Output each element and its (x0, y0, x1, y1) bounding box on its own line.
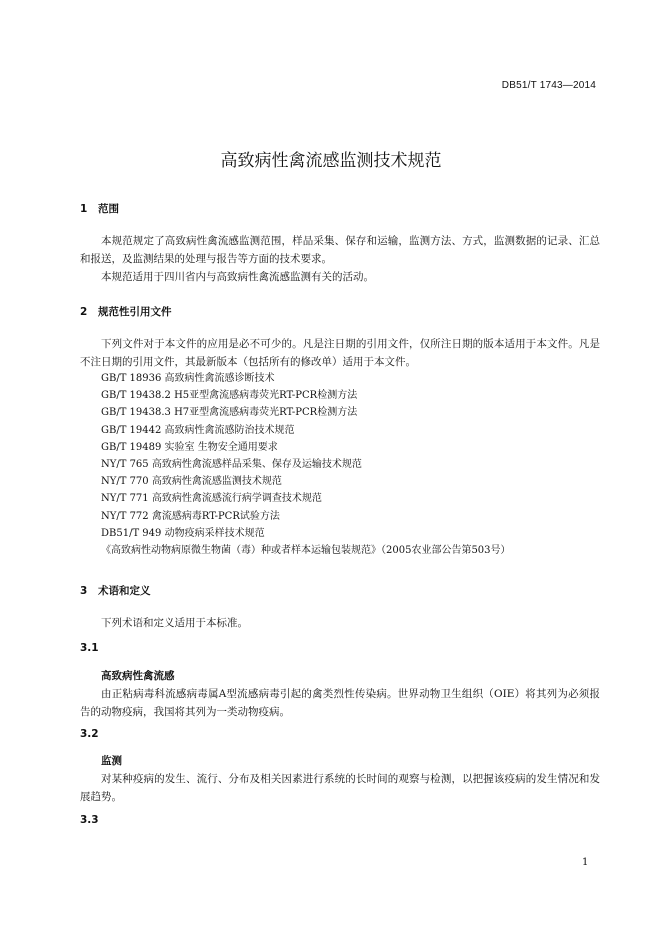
reference-item: NY/T 772 禽流感病毒RT-PCR试验方法 (101, 510, 280, 522)
reference-item: GB/T 19438.3 H7亚型禽流感病毒荧光RT-PCR检测方法 (101, 407, 358, 419)
section-number: 3 (80, 585, 88, 597)
standard-code: DB51/T 1743—2014 (501, 80, 596, 91)
section-number: 2 (80, 306, 88, 318)
reference-item: GB/T 19442 高致病性禽流感防治技术规范 (101, 424, 295, 436)
section-title: 规范性引用文件 (98, 306, 172, 318)
section-2-heading (80, 304, 172, 319)
section-title: 术语和定义 (98, 585, 151, 597)
reference-item: GB/T 18936 高致病性禽流感诊断技术 (101, 373, 275, 384)
definition-3-1: 由正粘病毒科流感病毒属A型流感病毒引起的禽类烈性传染病。世界动物卫生组织（OIE）将其列为必须报告的动物疫病，我国将其列为一类动物疫病。 (80, 688, 600, 718)
reference-item: DB51/T 949 动物疫病采样技术规范 (101, 527, 265, 539)
reference-item: NY/T 771 高致病性禽流感流行病学调查技术规范 (101, 493, 322, 505)
document-title: 高致病性禽流感监测技术规范 (220, 151, 442, 171)
reference-item: NY/T 765 高致病性禽流感样品采集、保存及运输技术规范 (101, 459, 362, 471)
section-1-paragraph-2: 本规范适用于四川省内与高致病性禽流感监测有关的活动。 (101, 271, 374, 283)
section-title: 范围 (98, 203, 119, 215)
reference-list (101, 370, 511, 559)
term-3-1: 高致病性禽流感 (101, 670, 175, 682)
clause-3-2-number: 3.2 (80, 728, 99, 740)
definition-3-2: 对某种疫病的发生、流行、分布及相关因素进行系统的长时间的观察与检测，以把握该疫病的发生情况和发展趋势。 (80, 773, 600, 803)
reference-item: NY/T 770 高致病性禽流感监测技术规范 (101, 476, 282, 488)
section-3-paragraph-1: 下列术语和定义适用于本标准。 (101, 617, 248, 629)
section-1-heading (80, 201, 119, 216)
section-2-paragraph-1: 下列文件对于本文件的应用是必不可少的。凡是注日期的引用文件，仅所注日期的版本适用于本文件。凡是不注日期的引用文件，其最新版本（包括所有的修改单）适用于本文件。 (80, 338, 600, 368)
reference-item: 《高致病性动物病原微生物菌（毒）种或者样本运输包装规范》（2005农业部公告第503号） (101, 545, 511, 557)
section-number: 1 (80, 203, 88, 215)
clause-3-1-number: 3.1 (80, 642, 99, 654)
clause-3-3-number: 3.3 (80, 814, 99, 826)
reference-item: GB/T 19489 实验室 生物安全通用要求 (101, 441, 278, 453)
term-3-2: 监测 (101, 755, 122, 767)
section-3-heading (80, 583, 151, 598)
page-number: 1 (582, 857, 589, 868)
reference-item: GB/T 19438.2 H5亚型禽流感病毒荧光RT-PCR检测方法 (101, 390, 358, 402)
section-1-paragraph-1: 本规范规定了高致病性禽流感监测范围，样品采集、保存和运输，监测方法、方式，监测数据的记录、汇总和报送，及监测结果的处理与报告等方面的技术要求。 (80, 235, 600, 265)
